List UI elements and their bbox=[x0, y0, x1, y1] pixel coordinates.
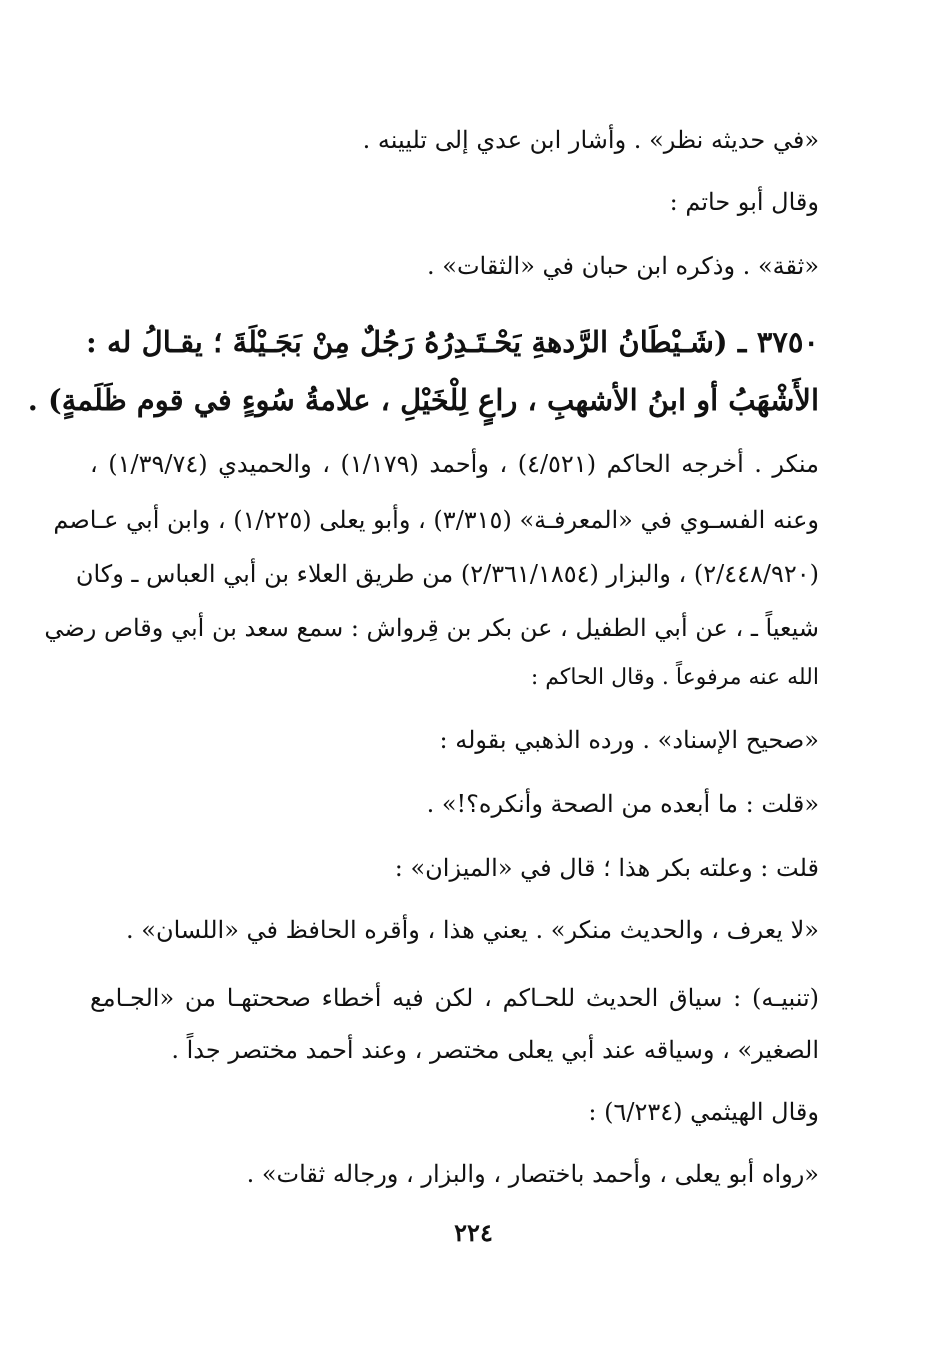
hadith-heading-line-2: الأَشْهَبُ أو ابنُ الأشهبِ ، راعٍ لِلْخَيْلِ ، علامةُ سُوءٍ في قوم ظَلَمةٍ) . bbox=[27, 383, 819, 417]
page-number: ٢٢٤ bbox=[454, 1218, 493, 1247]
quote-dhahabi: «قلت : ما أبعده من الصحة وأنكره؟!» . bbox=[426, 790, 819, 818]
note-line-2: الصغير» ، وسياقه عند أبي يعلى مختصر ، وعند أحمد مختصر جداً . bbox=[171, 1036, 819, 1064]
quote-haythami-intro: وقال الهيثمي (٦/٢٣٤) : bbox=[588, 1098, 819, 1126]
quote-sahih-isnad: «صحيح الإسناد» . ورده الذهبي بقوله : bbox=[439, 726, 819, 754]
quote-haythami: «رواه أبو يعلى ، وأحمد باختصار ، والبزار ، ورجاله ثقات» . bbox=[246, 1160, 819, 1188]
body-paragraph-line-2: وعنه الفسـوي في «المعرفـة» (٣/٣١٥) ، وأبو يعلى (١/٢٢٥) ، وابن أبي عـاصم bbox=[53, 506, 819, 534]
body-paragraph-line-5: الله عنه مرفوعاً . وقال الحاكم : bbox=[530, 665, 819, 690]
note-line-1: (تنبيـه) : سياق الحديث للحـاكم ، لكن فيه أخطاء صححتهـا من «الجـامع bbox=[90, 984, 819, 1012]
intro-line-2: وقال أبو حاتم : bbox=[669, 188, 819, 216]
body-paragraph-line-4: شيعياً ـ ، عن أبي الطفيل ، عن بكر بن قِرواش : سمع سعد بن أبي وقاص رضي bbox=[44, 614, 819, 642]
quote-mizan: «لا يعرف ، والحديث منكر» . يعني هذا ، وأقره الحافظ في «اللسان» . bbox=[126, 916, 819, 944]
body-paragraph-line-3: (٢/٤٤٨/٩٢٠) ، والبزار (٢/٣٦١/١٨٥٤) من طريق العلاء بن أبي العباس ـ وكان bbox=[75, 560, 819, 588]
intro-line-3: «ثقة» . وذكره ابن حبان في «الثقات» . bbox=[427, 252, 819, 280]
body-paragraph-line-1: منكر . أخرجه الحاكم (٤/٥٢١) ، وأحمد (١/١٧٩) ، والحميدي (١/٣٩/٧٤) ، bbox=[90, 450, 819, 478]
hadith-heading-line-1: ٣٧٥٠ ـ (شَـيْطَانُ الرَّدهةِ يَحْـتَـدِرُهُ رَجُلٌ مِنْ بَجَـيْلَةَ ؛ يقـالُ له : bbox=[86, 325, 819, 359]
quote-illah: قلت : وعلته بكر هذا ؛ قال في «الميزان» : bbox=[394, 854, 819, 882]
intro-line-1: «في حديثه نظر» . وأشار ابن عدي إلى تليينه . bbox=[362, 126, 819, 154]
